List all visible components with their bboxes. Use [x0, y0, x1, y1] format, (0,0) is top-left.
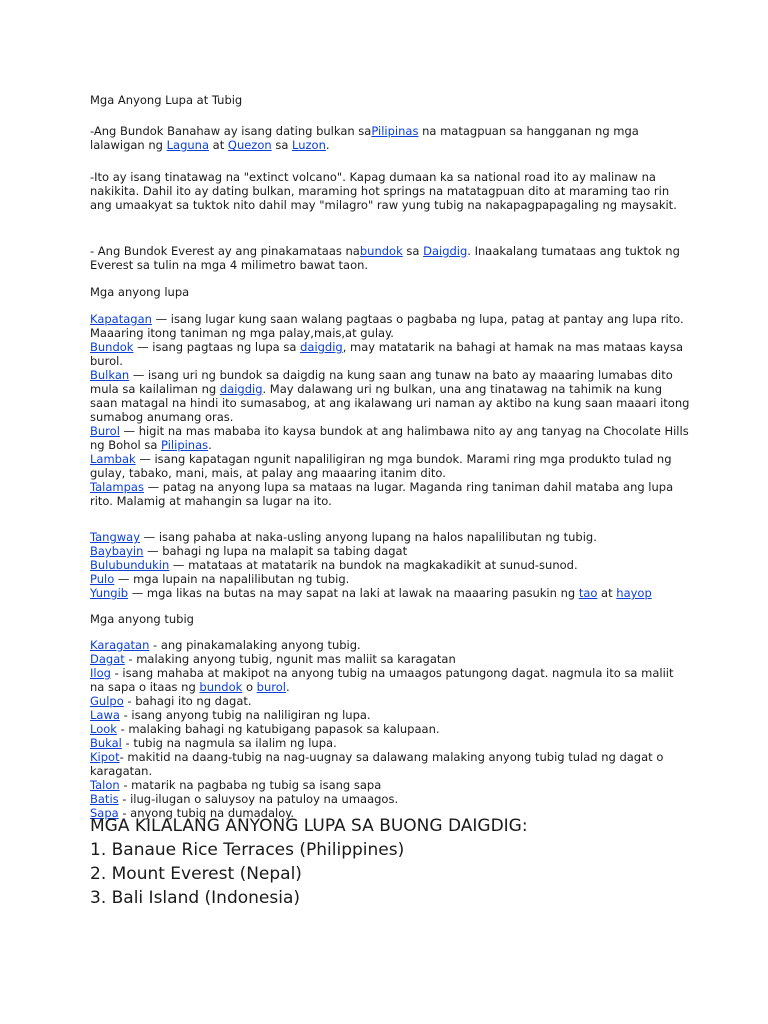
link-daigdig[interactable]: Daigdig	[423, 244, 468, 258]
link-hayop[interactable]: hayop	[616, 586, 652, 600]
link-bukal[interactable]: Bukal	[90, 736, 122, 750]
extinct-volcano-paragraph: -Ito ay isang tinatawag na "extinct volcano". Kapag dumaan ka sa national road ito ay malinaw na nakikita. Dahil ito ay dating bulkan, maraming hot springs na matatagpuan dito at maraming tao rin ang umaakyat sa tuktok nito dahil may "milagro" raw yung tubig na nakapagpapagaling ng maysakit.	[90, 170, 677, 212]
text: na matagpuan sa hangganan ng mga lalawigan ng	[90, 124, 639, 152]
definition: - isang anyong tubig na naliligiran ng lupa.	[119, 708, 371, 722]
link-yungib[interactable]: Yungib	[90, 586, 129, 600]
link-karagatan[interactable]: Karagatan	[90, 638, 150, 652]
link-kipot[interactable]: Kipot	[90, 750, 120, 764]
list-item	[90, 652, 690, 666]
definition: . May dalawang uri ng bulkan, una ang tinatawag na tahimik na kung saan matagal na hindi ito sumasabog, at ang ikalawang uri naman ay aktibo na kung saan maaari itong sumabog anumang oras.	[90, 382, 690, 424]
text: sa	[271, 138, 293, 152]
text: - Ang Bundok Everest ay ang pinakamataas na	[90, 244, 360, 258]
link-bundok-term[interactable]: Bundok	[90, 340, 134, 354]
list-item	[90, 424, 690, 452]
list-item	[90, 480, 690, 508]
link-bulubundukin[interactable]: Bulubundukin	[90, 558, 170, 572]
link-kapatagan[interactable]: Kapatagan	[90, 312, 152, 326]
link-baybayin[interactable]: Baybayin	[90, 544, 144, 558]
link-batis[interactable]: Batis	[90, 792, 119, 806]
list-item	[90, 312, 690, 340]
link-lambak[interactable]: Lambak	[90, 452, 136, 466]
list-item	[90, 736, 690, 750]
list-item-everest: 2. Mount Everest (Nepal)	[90, 864, 302, 884]
definition: — bahagi ng lupa na malapit sa tabing dagat	[143, 544, 408, 558]
definition: - bahagi ito ng dagat.	[123, 694, 252, 708]
list-item	[90, 778, 690, 792]
definition: — isang kapatagan ngunit napaliligiran ng mga bundok. Marami ring mga produkto tulad ng gulay, tabako, mani, mais, at palay ang maaaring itanim dito.	[90, 452, 672, 480]
link-gulpo[interactable]: Gulpo	[90, 694, 124, 708]
link-tangway[interactable]: Tangway	[90, 530, 141, 544]
list-item	[90, 666, 690, 694]
list-item	[90, 452, 690, 480]
definition: - tubig na nagmula sa ilalim ng lupa.	[121, 736, 337, 750]
list-item	[90, 694, 690, 708]
link-pilipinas[interactable]: Pilipinas	[371, 124, 419, 138]
definition: .	[208, 438, 212, 452]
link-bulkan[interactable]: Bulkan	[90, 368, 130, 382]
definition: - isang mahaba at makipot na anyong tubig na umaagos patungong dagat. nagmula ito sa maliit na sapa o itaas ng	[90, 666, 674, 694]
list-item	[90, 558, 690, 572]
text: .	[325, 138, 330, 152]
anyong-lupa-list-2	[90, 530, 690, 600]
link-laguna[interactable]: Laguna	[166, 138, 210, 152]
definition: - makitid na daang-tubig na nag-uugnay sa dalawang malaking anyong tubig tulad ng dagat o karagatan.	[90, 750, 664, 778]
definition: — isang uri ng bundok sa daigdig na kung saan ang tunaw na bato ay maaaring lumabas dito mula sa kailaliman ng	[90, 368, 673, 396]
link-pulo[interactable]: Pulo	[90, 572, 115, 586]
list-item	[90, 586, 690, 600]
link-burol[interactable]: Burol	[90, 424, 120, 438]
link-ilog[interactable]: Ilog	[90, 666, 111, 680]
list-item	[90, 572, 690, 586]
definition: - anyong tubig na dumadaloy.	[118, 806, 295, 820]
list-item	[90, 340, 690, 368]
definition: — isang pahaba at naka-usling anyong lupang na halos napalilibutan ng tubig.	[140, 530, 597, 544]
definition: — isang lugar kung saan walang pagtaas o pagbaba ng lupa, patag at pantay ang lupa rito. Maaaring itong taniman ng mga palay,mais,at gulay.	[90, 312, 684, 340]
link-dagat[interactable]: Dagat	[90, 652, 125, 666]
link-sapa[interactable]: Sapa	[90, 806, 119, 820]
link-lawa[interactable]: Lawa	[90, 708, 120, 722]
definition: o	[242, 680, 257, 694]
anyong-lupa-heading: Mga anyong lupa	[90, 285, 190, 299]
list-item-bali: 3. Bali Island (Indonesia)	[90, 888, 301, 908]
link-bundok[interactable]: bundok	[359, 244, 403, 258]
text: sa	[402, 244, 424, 258]
definition: at	[597, 586, 617, 600]
kilalang-anyong-lupa-heading: MGA KILALANG ANYONG LUPA SA BUONG DAIGDIG:	[90, 816, 528, 836]
list-item-banaue: 1. Banaue Rice Terraces (Philippines)	[90, 840, 405, 860]
text: . Inaakalang tumataas ang tuktok ng Everest sa tulin na mga 4 milimetro bawat taon.	[90, 244, 680, 272]
document-title: Mga Anyong Lupa at Tubig	[90, 93, 243, 107]
everest-paragraph	[90, 244, 690, 272]
list-item	[90, 544, 690, 558]
text: at	[209, 138, 228, 152]
anyong-tubig-heading: Mga anyong tubig	[90, 612, 194, 626]
definition: — mga likas na butas na may sapat na laki at lawak na maaaring pasukin ng	[128, 586, 579, 600]
definition: — mga lupain na napalilibutan ng tubig.	[114, 572, 350, 586]
link-bundok-inline[interactable]: bundok	[199, 680, 243, 694]
definition: .	[285, 680, 290, 694]
link-daigdig-inline[interactable]: daigdig	[219, 382, 263, 396]
definition: - malaking bahagi ng katubigang papasok sa kalupaan.	[116, 722, 440, 736]
definition: - malaking anyong tubig, ngunit mas maliit sa karagatan	[124, 652, 456, 666]
link-tao[interactable]: tao	[578, 586, 598, 600]
list-item	[90, 708, 690, 722]
list-item	[90, 722, 690, 736]
link-talampas[interactable]: Talampas	[90, 480, 144, 494]
link-burol-inline[interactable]: burol	[256, 680, 286, 694]
list-item	[90, 530, 690, 544]
anyong-lupa-list	[90, 312, 690, 508]
definition: — isang pagtaas ng lupa sa	[133, 340, 301, 354]
definition: — matataas at matatarik na bundok na magkakadikit at sunud-sunod.	[169, 558, 578, 572]
link-quezon[interactable]: Quezon	[227, 138, 272, 152]
definition: - matarik na pagbaba ng tubig sa isang sapa	[119, 778, 382, 792]
link-daigdig-inline[interactable]: daigdig	[300, 340, 343, 354]
list-item	[90, 368, 690, 424]
link-look[interactable]: Look	[90, 722, 117, 736]
link-luzon[interactable]: Luzon	[292, 138, 326, 152]
link-pilipinas-inline[interactable]: Pilipinas	[161, 438, 209, 452]
text: -Ang Bundok Banahaw ay isang dating bulkan sa	[90, 124, 372, 138]
link-talon[interactable]: Talon	[90, 778, 120, 792]
definition: — patag na anyong lupa sa mataas na lugar. Maganda ring taniman dahil mataba ang lupa rito. Malamig at mahangin sa lugar na ito.	[90, 480, 674, 508]
banahaw-paragraph	[90, 124, 690, 152]
definition: , may matatarik na bahagi at hamak na mas mataas kaysa burol.	[90, 340, 684, 368]
list-item	[90, 750, 690, 778]
list-item	[90, 792, 690, 806]
definition: - ilug-ilugan o saluysoy na patuloy na umaagos.	[118, 792, 399, 806]
definition: — higit na mas mababa ito kaysa bundok at ang halimbawa nito ay ang tanyag na Chocolate Hills ng Bohol sa	[90, 424, 689, 452]
list-item	[90, 638, 690, 652]
anyong-tubig-list	[90, 638, 690, 820]
definition: - ang pinakamalaking anyong tubig.	[149, 638, 361, 652]
